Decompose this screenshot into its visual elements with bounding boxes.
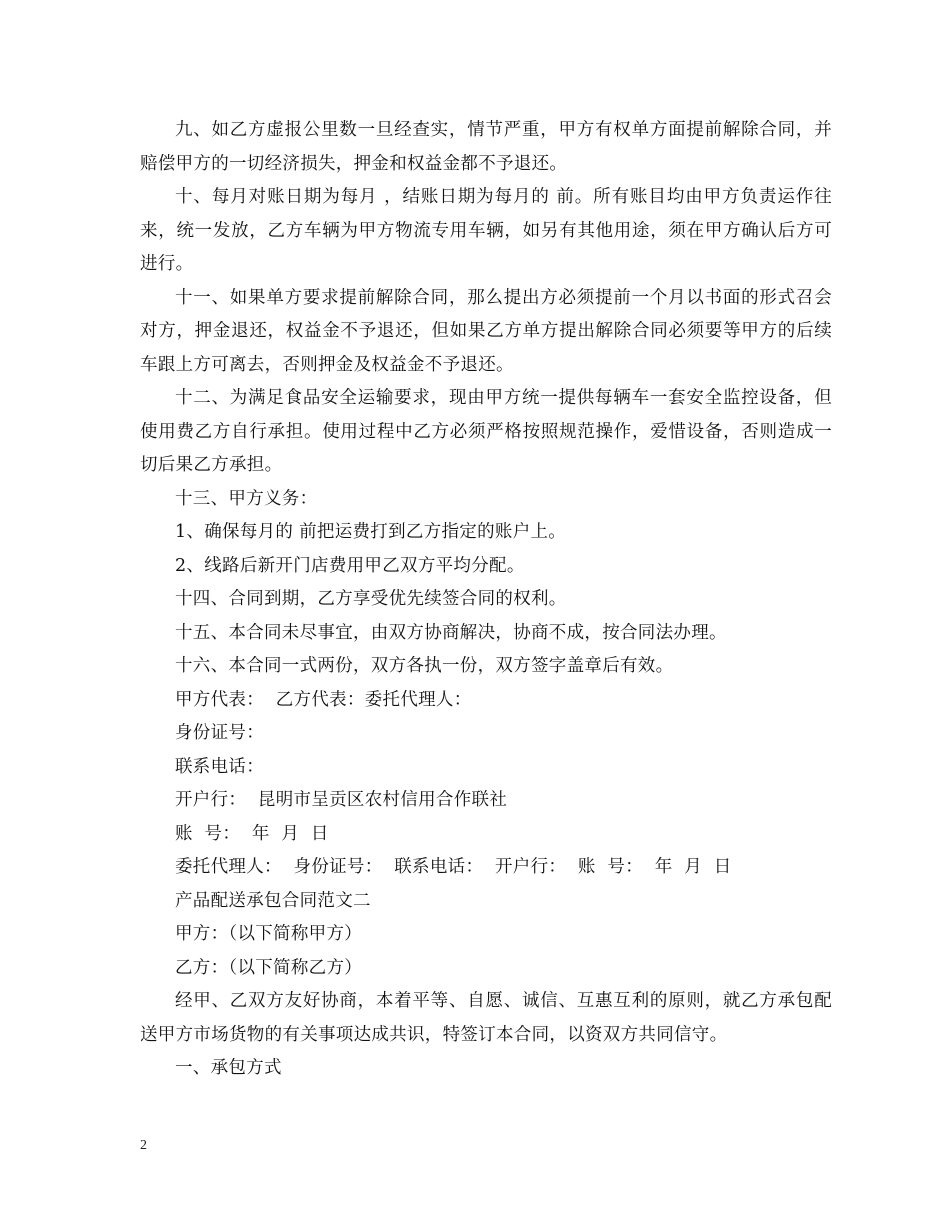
second-contract-title: 产品配送承包合同范文二 bbox=[175, 890, 371, 911]
document-body bbox=[140, 114, 832, 1086]
signature-agent-line: 委托代理人： 身份证号： 联系电话： 开户行： 账 号： 年 月 日 bbox=[175, 857, 732, 877]
clause-thirteen-item-2: 2、线路后新开门店费用甲乙双方平均分配。 bbox=[175, 555, 525, 576]
signature-representatives: 甲方代表： 乙方代表：委托代理人： bbox=[175, 689, 472, 710]
contract-preamble: 经甲、乙双方友好协商，本着平等、自愿、诚信、互惠互利的原则，就乙方承包配送甲方市场货物的有关事项达成共识，特签订本合同，以资双方共同信守。 bbox=[140, 991, 832, 1045]
clause-ten: 十、每月对账日期为每月 ，结账日期为每月的 前。所有账目均由甲方负责运作往来，统一发放，乙方车辆为甲方物流专用车辆，如另有其他用途，须在甲方确认后方可进行。 bbox=[140, 187, 832, 274]
clause-eleven: 十一、如果单方要求提前解除合同，那么提出方必须提前一个月以书面的形式召会对方，押金退还，权益金不予退还，但如果乙方单方提出解除合同必须要等甲方的后续车跟上方可离去，否则押金及权益金不予退还。 bbox=[140, 287, 832, 375]
party-b-line: 乙方：（以下简称乙方） bbox=[175, 957, 363, 978]
clause-fifteen: 十五、本合同未尽事宜，由双方协商解决，协商不成，按合同法办理。 bbox=[175, 622, 727, 643]
signature-account-date: 账 号： 年 月 日 bbox=[175, 823, 329, 844]
clause-thirteen-heading: 十三、甲方义务： bbox=[175, 488, 318, 509]
clause-twelve: 十二、为满足食品安全运输要求，现由甲方统一提供每辆车一套安全监控设备，但使用费乙方自行承担。使用过程中乙方必须严格按照规范操作，爱惜设备，否则造成一切后果乙方承担。 bbox=[140, 388, 832, 475]
clause-nine: 九、如乙方虚报公里数一旦经查实，情节严重，甲方有权单方面提前解除合同，并赔偿甲方的一切经济损失，押金和权益金都不予退还。 bbox=[140, 120, 832, 174]
signature-id-number: 身份证号： bbox=[175, 723, 264, 743]
clause-fourteen: 十四、合同到期，乙方享受优先续签合同的权利。 bbox=[175, 589, 567, 609]
clause-sixteen: 十六、本合同一式两份，双方各执一份，双方签字盖章后有效。 bbox=[175, 656, 674, 676]
party-a-line: 甲方：（以下简称甲方） bbox=[175, 924, 363, 944]
signature-bank: 开户行： 昆明市呈贡区农村信用合作联社 bbox=[175, 790, 508, 810]
signature-phone: 联系电话： bbox=[175, 756, 264, 777]
section-one-heading: 一、承包方式 bbox=[175, 1058, 282, 1078]
page-number: 2 bbox=[140, 1138, 147, 1153]
clause-thirteen-item-1: 1、确保每月的 前把运费打到乙方指定的账户上。 bbox=[175, 522, 567, 542]
